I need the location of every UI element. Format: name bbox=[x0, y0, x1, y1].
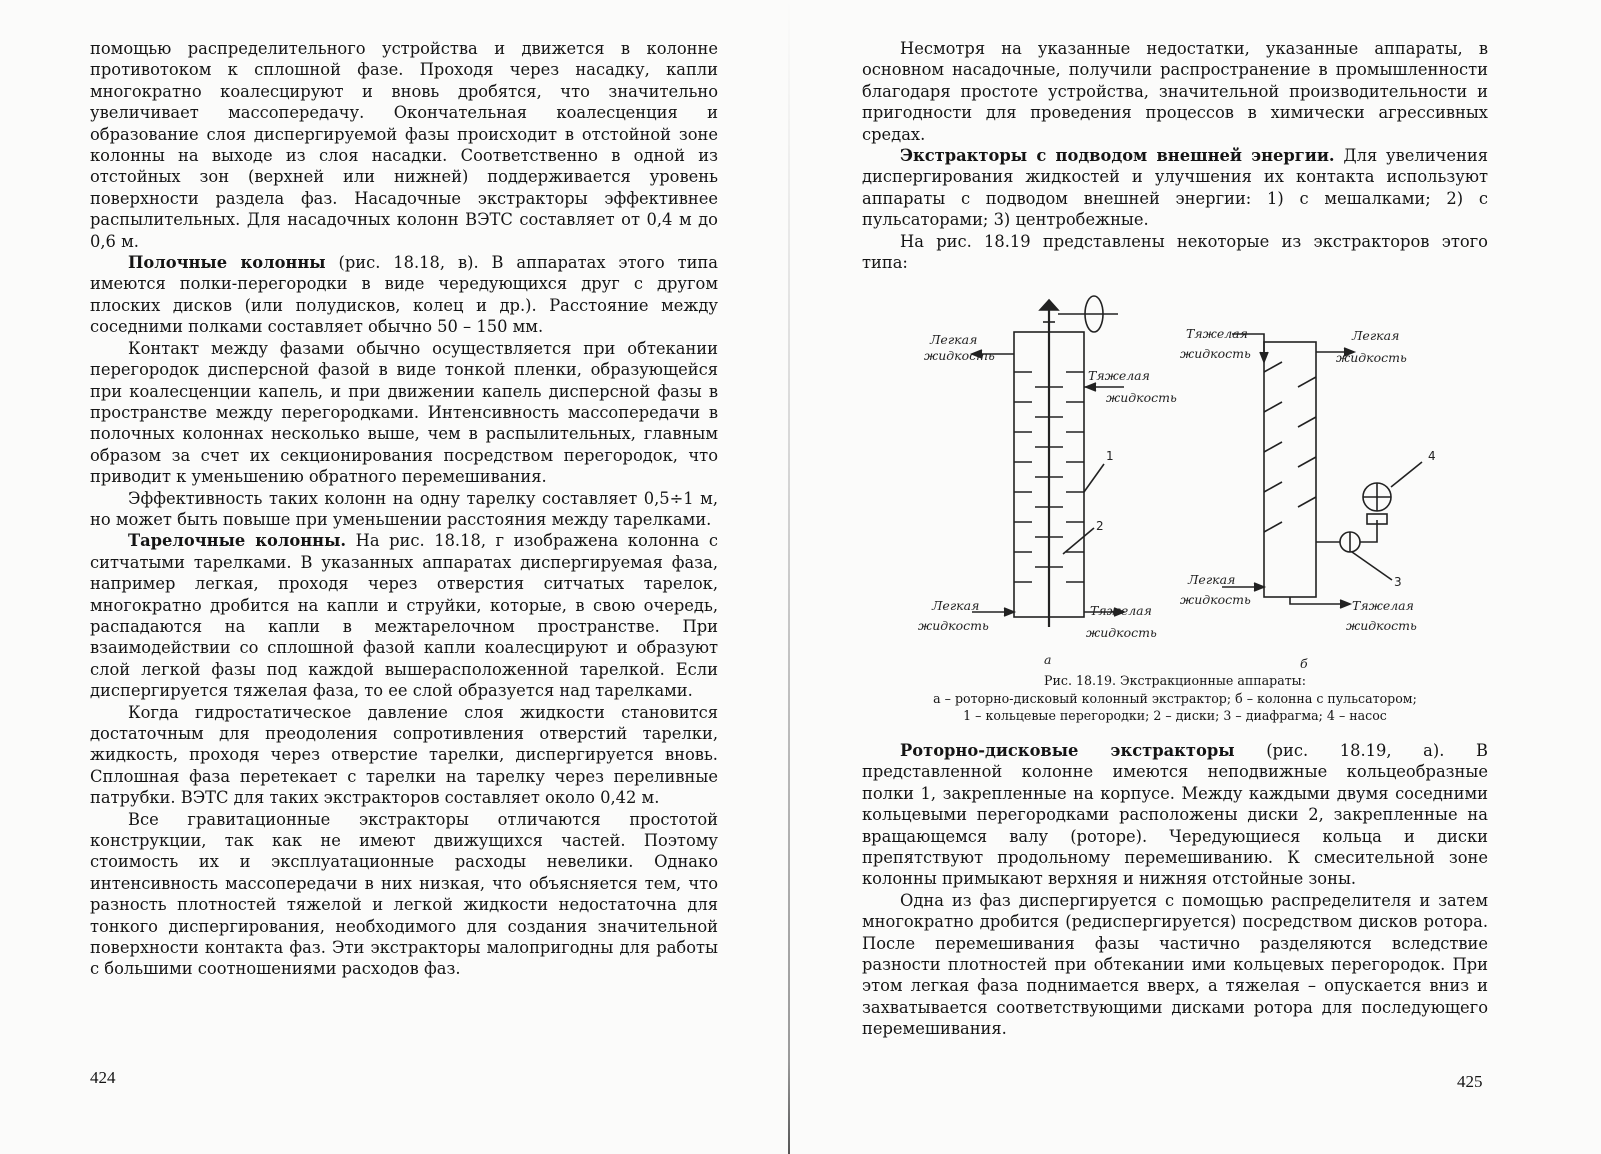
right-paragraph-5: Одна из фаз диспергируется с помощью распределителя и затем многократно дробится (редиспергируется) посредством дисков ротора. После перемешивания фазы частично разделяются вследствие разности плотностей при обтекании ими кольцевых перегородок. При этом легкая фаза поднимается вверх, а тяжелая – опускается вниз и захватывается соответствующими дисками ротора для последующего перемешивания. bbox=[862, 890, 1488, 1039]
label-b-heavy-top-1: Тяжелая bbox=[1186, 326, 1248, 341]
label-b-heavy-bottom-2: жидкость bbox=[1346, 618, 1417, 633]
right-page-text-bottom bbox=[862, 740, 1488, 1040]
right-paragraph-2-text: Для увеличения диспергирования жидкостей и улучшения их контакта используют аппараты с подводом внешней энергии: 1) с мешалками; 2) с пульсаторами; 3) центробежные. bbox=[862, 146, 1488, 230]
extractor-diagram bbox=[862, 282, 1488, 692]
page-number-right: 425 bbox=[1457, 1072, 1483, 1091]
right-page-text-top bbox=[862, 38, 1488, 273]
label-b-heavy-top-2: жидкость bbox=[1180, 346, 1251, 361]
label-a-light-top-1: Легкая bbox=[930, 332, 978, 347]
label-a-heavy-bottom-1: Тяжелая bbox=[1090, 603, 1152, 618]
label-b-heavy-bottom-1: Тяжелая bbox=[1352, 598, 1414, 613]
right-paragraph-1: Несмотря на указанные недостатки, указанные аппараты, в основном насадочные, получили распространение в промышленности благодаря простоте устройства, значительной производительности и пригодности для проведения процессов в химически агрессивных средах. bbox=[862, 39, 1488, 144]
left-paragraph-5 bbox=[90, 530, 718, 701]
label-a-num-2: 2 bbox=[1096, 519, 1104, 533]
left-paragraph-7: Все гравитационные экстракторы отличаются простотой конструкции, так как не имеют движущихся частей. Поэтому стоимость их и эксплуатационные расходы невелики. Однако интенсивность массопередачи в них низкая, что объясняется тем, что разность плотностей тяжелой и легкой жидкости недостаточна для тонкого диспергирования, необходимого для создания значительной поверхности контакта фаз. Эти экстракторы малопригодны для работы с большими соотношениями расходов фаз. bbox=[90, 809, 718, 979]
right-paragraph-2 bbox=[862, 145, 1488, 231]
label-a-num-1: 1 bbox=[1106, 449, 1114, 463]
label-a-light-top-2: жидкость bbox=[924, 348, 995, 363]
label-a-light-bottom-2: жидкость bbox=[918, 618, 989, 633]
label-b-light-top-1: Легкая bbox=[1352, 328, 1400, 343]
label-a-letter: а bbox=[1044, 652, 1052, 667]
figure-caption bbox=[862, 672, 1488, 725]
label-b-light-bottom-1: Легкая bbox=[1188, 572, 1236, 587]
label-b-light-top-2: жидкость bbox=[1336, 350, 1407, 365]
heading-rotary-disc-extractors: Роторно-дисковые экстракторы bbox=[900, 741, 1235, 760]
label-a-light-bottom-1: Легкая bbox=[932, 598, 980, 613]
caption-title: Рис. 18.19. Экстракционные аппараты: bbox=[1044, 673, 1306, 688]
right-paragraph-4-text: (рис. 18.19, а). В представленной колонне имеются неподвижные кольцеобразные полки 1, закрепленные на корпусе. Между каждыми двумя соседними кольцевыми перегородками расположены диски 2, закрепленные на вращающемся валу (роторе). Чередующиеся кольца и диски препятствуют продольному перемешиванию. К смесительной зоне колонны примыкают верхняя и нижняя отстойные зоны. bbox=[862, 741, 1488, 889]
caption-line-2: а – роторно-дисковый колонный экстрактор; б – колонна с пульсатором; bbox=[933, 690, 1417, 706]
heading-external-energy-extractors: Экстракторы с подводом внешней энергии. bbox=[900, 146, 1335, 166]
left-paragraph-2-text: (рис. 18.18, в). В аппаратах этого типа имеются полки-перегородки в виде чередующихся друг с другом плоских дисков (или полудисков, колец и др.). Расстояние между соседними полками составляет обычно 50 – 150 мм. bbox=[90, 253, 718, 337]
inclined-plates bbox=[1264, 362, 1316, 532]
left-paragraph-4: Эффективность таких колонн на одну тарелку составляет 0,5÷1 м, но может быть повыше при уменьшении расстояния между тарелками. bbox=[90, 488, 718, 529]
left-paragraph-2 bbox=[90, 252, 718, 338]
left-paragraph-1: помощью распределительного устройства и движется в колонне противотоком к сплошной фазе. Проходя через насадку, капли многократно коалесцируют и вновь дробятся, что значительно увеличивает массопередачу. Окончательная коалесценция и образование слоя диспергируемой фазы происходит в отстойной зоне колонны на выходе из слоя насадки. Соответственно в одной из отстойных зон (верхней или нижней) поддерживается уровень поверхности раздела фаз. Насадочные экстракторы эффективнее распылительных. Для насадочных колонн ВЭТС составляет от 0,4 м до 0,6 м. bbox=[90, 39, 718, 251]
left-paragraph-6: Когда гидростатическое давление слоя жидкости становится достаточным для преодоления сопротивления отверстий тарелки, жидкость, проходя через отверстие тарелки, диспергируется вновь. Сплошная фаза перетекает с тарелки на тарелку через переливные патрубки. ВЭТС для таких экстракторов составляет около 0,42 м. bbox=[90, 702, 718, 808]
label-b-light-bottom-2: жидкость bbox=[1180, 592, 1251, 607]
figure-18-19 bbox=[862, 282, 1488, 671]
left-paragraph-3: Контакт между фазами обычно осуществляется при обтекании перегородок дисперсной фазой в виде тонкой пленки, образующейся при коалесценции капель, и при движении капель дисперсной фазы в пространстве между перегородками. Интенсивность массопередачи в полочных колоннах несколько выше, чем в распылительных, главным образом за счет их секционирования посредством перегородок, что приводит к уменьшению обратного перемешивания. bbox=[90, 338, 718, 487]
label-a-heavy-top-1: Тяжелая bbox=[1088, 368, 1150, 383]
left-page-text bbox=[90, 38, 718, 980]
label-a-heavy-bottom-2: жидкость bbox=[1086, 625, 1157, 640]
caption-line-3: 1 – кольцевые перегородки; 2 – диски; 3 – диафрагма; 4 – насос bbox=[963, 708, 1387, 723]
label-b-num-4: 4 bbox=[1428, 449, 1436, 463]
page-number-left: 424 bbox=[90, 1068, 116, 1087]
column-b-shell bbox=[1264, 342, 1316, 597]
label-a-heavy-top-2: жидкость bbox=[1106, 390, 1177, 405]
label-b-num-3: 3 bbox=[1394, 575, 1402, 589]
label-b-letter: б bbox=[1300, 656, 1308, 671]
left-paragraph-5-text: На рис. 18.18, г изображена колонна с ситчатыми тарелками. В указанных аппаратах диспергируемая фаза, например легкая, проходя через отверстия ситчатых тарелок, многократно дробится на капли и струйки, которые, в свою очередь, распадаются на капли в межтарелочном пространстве. При взаимодействии со сплошной фазой капли коалесцируют и образуют слой легкой фазы под каждой вышерасположенной тарелкой. Если диспергируется тяжелая фаза, то ее слой образуется над тарелками. bbox=[90, 531, 718, 701]
right-paragraph-3: На рис. 18.19 представлены некоторые из экстракторов этого типа: bbox=[862, 231, 1488, 273]
right-paragraph-4 bbox=[862, 740, 1488, 890]
book-gutter bbox=[788, 0, 790, 1154]
heading-shelf-columns: Полочные колонны bbox=[128, 253, 326, 273]
heading-tray-columns: Тарелочные колонны. bbox=[128, 531, 347, 551]
